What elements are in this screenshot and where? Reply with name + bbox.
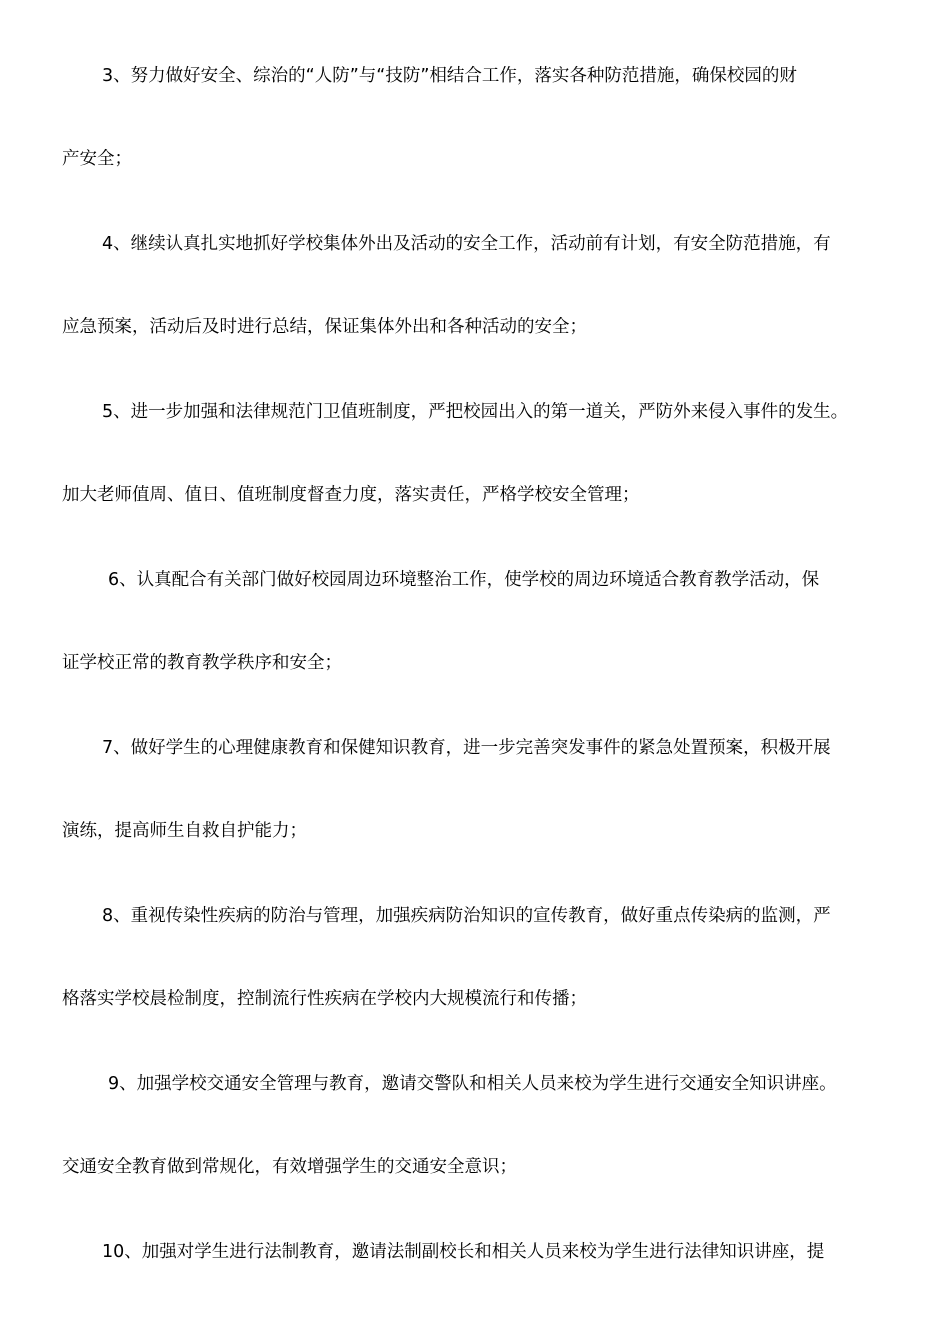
item-8-line-2: 格落实学校晨检制度，控制流行性疾病在学校内大规模流行和传播； bbox=[62, 989, 587, 1009]
item-5-line-1: 5、进一步加强和法律规范门卫值班制度，严把校园出入的第一道关，严防外来侵入事件的发生。 bbox=[102, 402, 849, 422]
item-4-line-2: 应急预案，活动后及时进行总结，保证集体外出和各种活动的安全； bbox=[62, 317, 587, 337]
item-10-line-1: 10、加强对学生进行法制教育，邀请法制副校长和相关人员来校为学生进行法律知识讲座，提 bbox=[102, 1242, 825, 1262]
item-6-line-2: 证学校正常的教育教学秩序和安全； bbox=[62, 653, 342, 673]
item-8-line-1: 8、重视传染性疾病的防治与管理，加强疾病防治知识的宣传教育，做好重点传染病的监测，严 bbox=[102, 906, 831, 926]
item-7-line-1: 7、做好学生的心理健康教育和保健知识教育，进一步完善突发事件的紧急处置预案，积极开展 bbox=[102, 738, 831, 758]
item-5-line-2: 加大老师值周、值日、值班制度督查力度，落实责任，严格学校安全管理； bbox=[62, 485, 640, 505]
item-3-line-1: 3、努力做好安全、综治的“人防”与“技防”相结合工作，落实各种防范措施，确保校园的财 bbox=[102, 66, 797, 86]
item-9-line-2: 交通安全教育做到常规化，有效增强学生的交通安全意识； bbox=[62, 1157, 517, 1177]
item-4-line-1: 4、继续认真扎实地抓好学校集体外出及活动的安全工作，活动前有计划，有安全防范措施，有 bbox=[102, 234, 831, 254]
item-9-line-1: 9、加强学校交通安全管理与教育，邀请交警队和相关人员来校为学生进行交通安全知识讲座。 bbox=[108, 1074, 837, 1094]
item-7-line-2: 演练，提高师生自救自护能力； bbox=[62, 821, 307, 841]
item-6-line-1: 6、认真配合有关部门做好校园周边环境整治工作，使学校的周边环境适合教育教学活动，保 bbox=[108, 570, 820, 590]
item-3-line-2: 产安全； bbox=[62, 149, 132, 169]
